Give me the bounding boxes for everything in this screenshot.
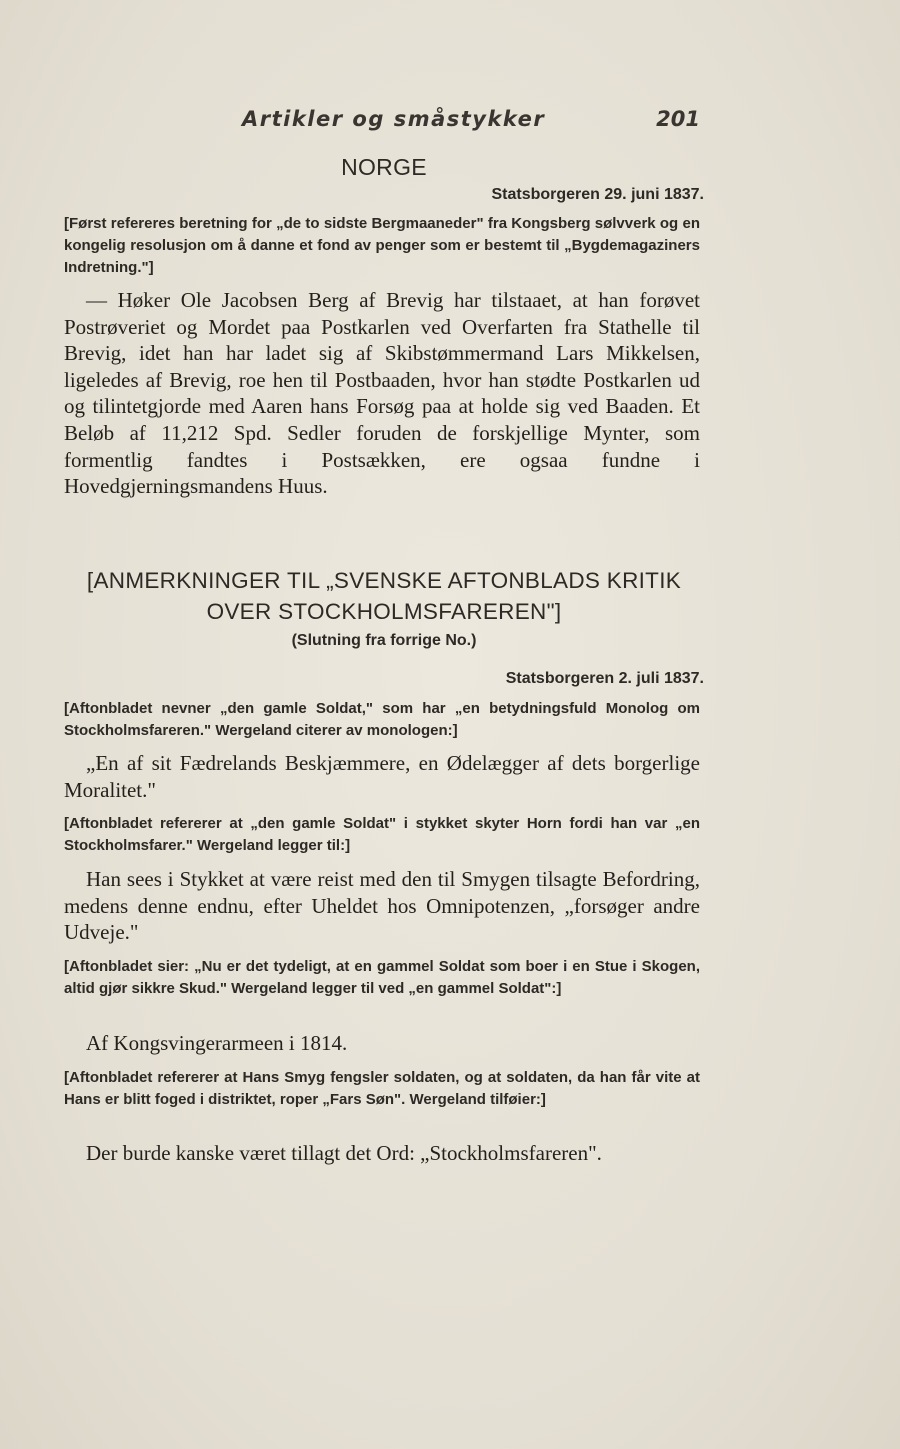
news-paragraph: — Høker Ole Jacobsen Berg af Brevig har tilstaaet, at han forøvet Postrøveriet og Mordet paa Postkarlen ved Overfarten fra Stathelle til Brevig, idet han har ladet sig af Skibstømmermand Lars Mikkelsen, ligeledes af Brevig, roe hen til Postbaaden, hvor han stødte Postkarlen ud og tilintetgjorde med Aaren hans Forsøg paa at holde sig ved Baaden. Et Beløb af 11,212 Spd. Sedler foruden de forskjellige Mynter, som formentlig fandtes i Postsækken, ere ogsaa fundne i Hovedgjerningsmandens Huus. <box>64 288 700 499</box>
editor-note-2: [Aftonbladet nevner „den gamle Soldat," som har „en betydningsfuld Monolog om Stockholmsfareren." Wergeland citerer av monologen:] <box>64 700 700 739</box>
editor-note-3: [Aftonbladet refererer at „den gamle Soldat" i stykket skyter Horn fordi han var „en Stockholmsfarer." Wergeland legger til:] <box>64 815 700 854</box>
continuation-subtitle: (Slutning fra forrige No.) <box>291 632 477 649</box>
quote-paragraph-1: „En af sit Fædrelands Beskjæmmere, en Ødelægger af dets borgerlige Moralitet." <box>64 751 700 802</box>
reply-paragraph-3: Der burde kanske været tillagt det Ord: „Stockholmsfareren". <box>86 1141 602 1165</box>
reply-paragraph-1: Han sees i Stykket at være reist med den til Smygen tilsagte Befordring, medens denne endnu, efter Uheldet hos Omnipotenzen, „forsøger andre Udveje." <box>64 867 700 944</box>
editor-note-5: [Aftonbladet refererer at Hans Smyg fengsler soldaten, og at soldaten, da han får vite at Hans er blitt foged i distriktet, roper „Fars Søn". Wergeland tilføier:] <box>64 1069 700 1108</box>
dateline-2: Statsborgeren 2. juli 1837. <box>505 670 704 687</box>
editor-note-1: [Først refereres beretning for „de to sidste Bergmaaneder" fra Kongsberg sølvverk og en kongelig resolusjon om å danne et fond av penger som er bestemt til „Bygdemagaziners Indretning."] <box>64 215 700 276</box>
dateline-1: Statsborgeren 29. juni 1837. <box>491 186 704 203</box>
running-title: Artikler og småstykker <box>242 107 546 131</box>
editor-note-4: [Aftonbladet sier: „Nu er det tydeligt, at en gammel Soldat som boer i en Stue i Skogen, altid gjør sikkre Skud." Wergeland legger til ved „en gammel Soldat":] <box>64 958 700 997</box>
page-header <box>64 105 704 141</box>
section-title-line-1: [ANMERKNINGER TIL „SVENSKE AFTONBLADS KRITIK <box>86 568 682 593</box>
section-title-line-2: OVER STOCKHOLMSFAREREN"] <box>206 599 562 624</box>
reply-paragraph-2: Af Kongsvingerarmeen i 1814. <box>86 1031 348 1055</box>
page-number: 201 <box>656 107 700 131</box>
section-title-norge: NORGE <box>341 154 427 180</box>
